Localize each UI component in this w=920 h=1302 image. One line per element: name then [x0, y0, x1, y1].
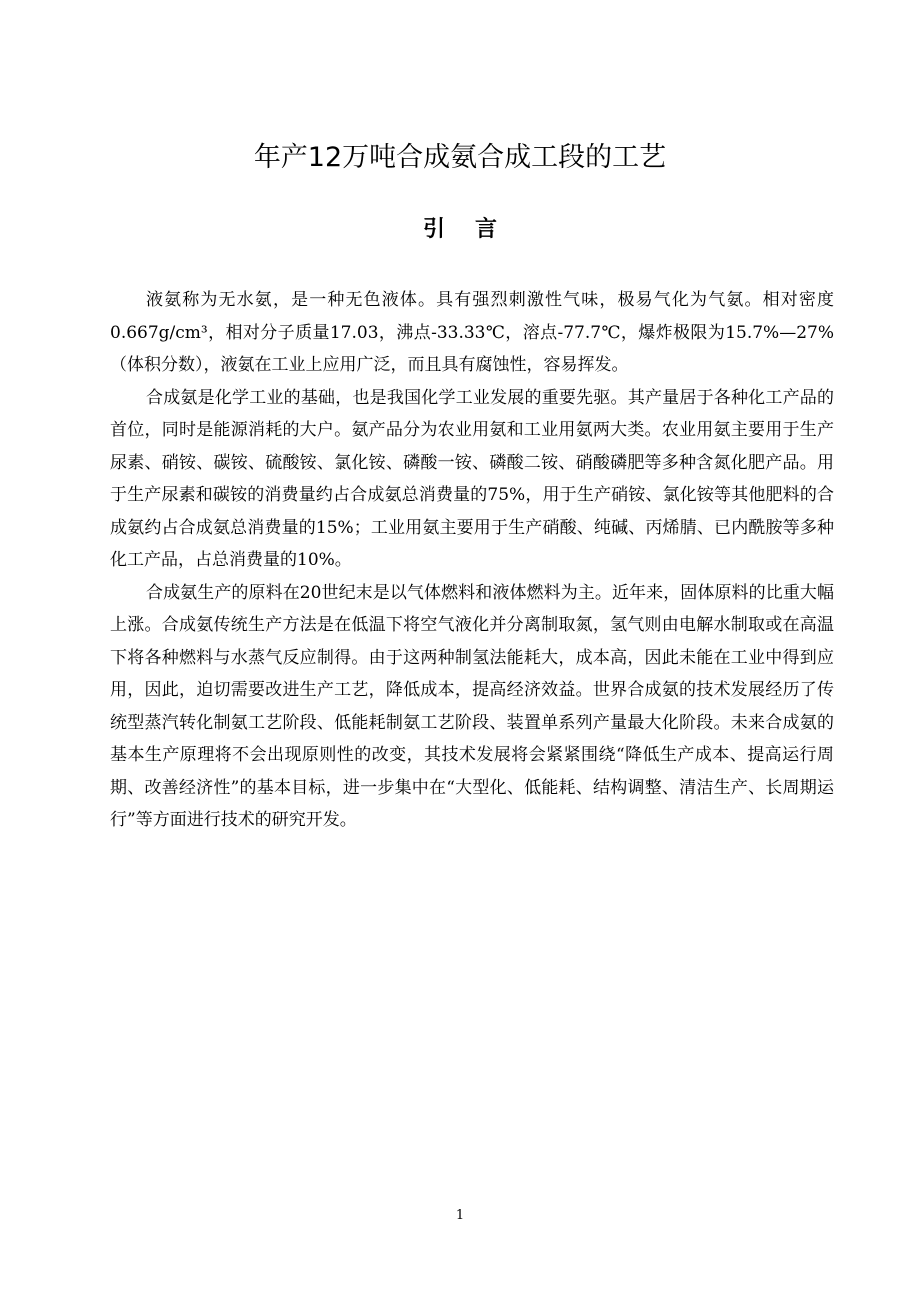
body-text — [110, 284, 834, 837]
paragraph: 液氨称为无水氨，是一种无色液体。具有强烈刺激性气味，极易气化为气氨。相对密度0.667g/cm³，相对分子质量17.03，沸点-33.33℃，溶点-77.7℃，爆炸极限为15.7%—27%（体积分数），液氨在工业上应用广泛，而且具有腐蚀性，容易挥发。 — [110, 290, 834, 375]
paragraph: 合成氨是化学工业的基础，也是我国化学工业发展的重要先驱。其产量居于各种化工产品的首位，同时是能源消耗的大户。氨产品分为农业用氨和工业用氨两大类。农业用氨主要用于生产尿素、硝铵、碳铵、硫酸铵、氯化铵、磷酸一铵、磷酸二铵、硝酸磷肥等多种含氮化肥产品。用于生产尿素和碳铵的消费量约占合成氨总消费量的75%，用于生产硝铵、氯化铵等其他肥料的合成氨约占合成氨总消费量的15%；工业用氨主要用于生产硝酸、纯碱、丙烯腈、已内酰胺等多种化工产品，占总消费量的10%。 — [110, 387, 834, 570]
document-title: 年产12万吨合成氨合成工段的工艺 — [253, 142, 667, 173]
section-heading: 引言 — [422, 217, 527, 242]
paragraph: 合成氨生产的原料在20世纪末是以气体燃料和液体燃料为主。近年来，固体原料的比重大幅上涨。合成氨传统生产方法是在低温下将空气液化并分离制取氮，氢气则由电解水制取或在高温下将各种燃料与水蒸气反应制得。由于这两种制氢法能耗大，成本高，因此未能在工业中得到应用，因此，迫切需要改进生产工艺，降低成本，提高经济效益。世界合成氨的技术发展经历了传统型蒸汽转化制氨工艺阶段、低能耗制氨工艺阶段、装置单系列产量最大化阶段。未来合成氨的基本生产原理将不会出现原则性的改变，其技术发展将会紧紧围绕“降低生产成本、提高运行周期、改善经济性”的基本目标，进一步集中在“大型化、低能耗、结构调整、清洁生产、长周期运行”等方面进行技术的研究开发。 — [110, 582, 834, 830]
page-number: 1 — [455, 1208, 465, 1223]
